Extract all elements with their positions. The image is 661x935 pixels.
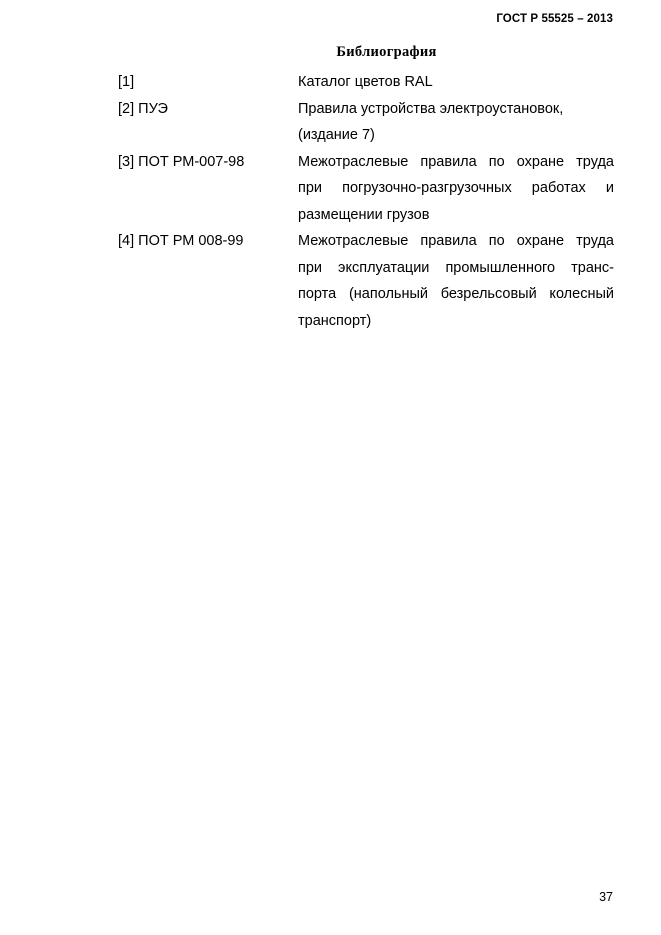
- bibliography-entry: [118, 149, 614, 229]
- standard-code: ГОСТ Р 55525 – 2013: [496, 13, 613, 25]
- page-number: 37: [599, 890, 613, 904]
- section-title: Библиография: [336, 44, 437, 60]
- entry-description-line: транспорт): [298, 312, 372, 329]
- entry-description-line: (издание 7): [298, 127, 375, 143]
- bibliography-entry: [118, 69, 614, 96]
- entry-reference: [1]: [118, 74, 135, 90]
- entry-description-line: Правила устройства электроустановок,: [298, 100, 564, 117]
- entry-reference: [4] ПОТ РМ 008-99: [118, 233, 244, 249]
- entry-description: [298, 228, 614, 334]
- entry-description: [298, 149, 614, 229]
- bibliography-list: [118, 69, 614, 334]
- bibliography-entry: [118, 96, 614, 149]
- entry-description: [298, 69, 614, 96]
- entry-description-line: при эксплуатации промышленного транс-: [298, 259, 614, 276]
- entry-description-line: при погрузочно-разгрузочных работах и: [298, 180, 614, 196]
- entry-description-line: размещении грузов: [298, 206, 430, 223]
- bibliography-entry: [118, 228, 614, 334]
- entry-reference: [3] ПОТ РМ-007-98: [118, 153, 245, 170]
- entry-description: [298, 96, 614, 149]
- entry-description-line: Межотраслевые правила по охране труда: [298, 153, 614, 170]
- entry-description-line: Межотраслевые правила по охране труда: [298, 233, 614, 249]
- entry-description-line: Каталог цветов RAL: [298, 74, 433, 90]
- entry-reference: [2] ПУЭ: [118, 100, 168, 117]
- entry-description-line: порта (напольный безрельсовый колесный: [298, 286, 614, 302]
